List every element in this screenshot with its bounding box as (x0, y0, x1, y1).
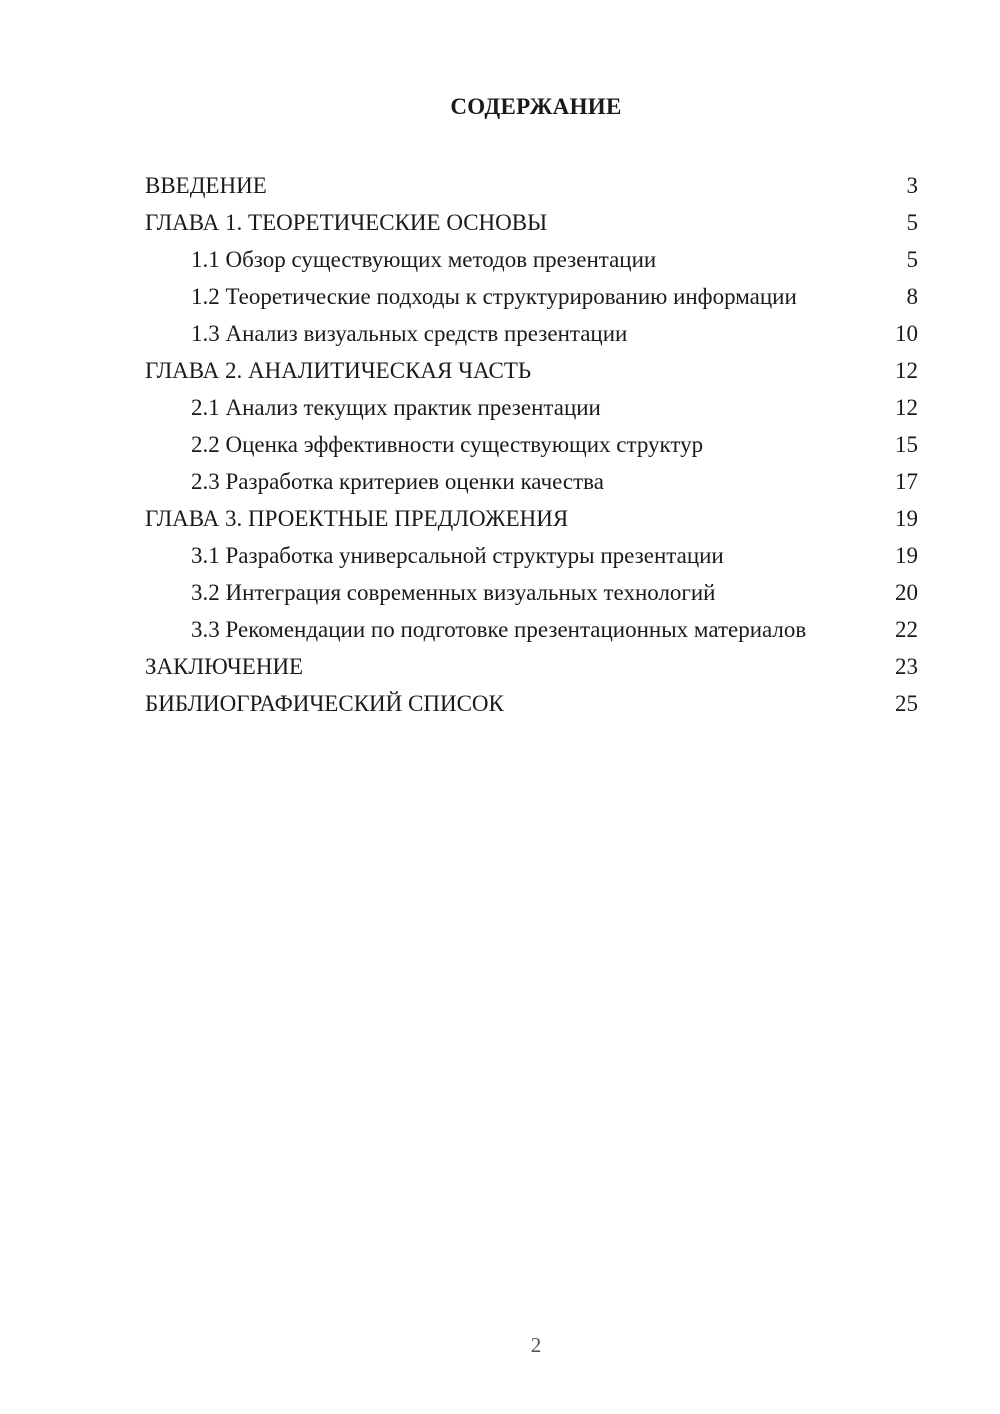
toc-entry-page: 12 (895, 395, 918, 420)
toc-entry-page: 5 (906, 210, 918, 235)
toc-entry-chapter-3 (145, 501, 918, 538)
toc-entry-section-1-3 (145, 316, 918, 353)
toc-entry-section-3-1 (145, 538, 918, 575)
toc-entry-text: ГЛАВА 1. ТЕОРЕТИЧЕСКИЕ ОСНОВЫ (145, 210, 548, 235)
toc-entry-chapter-1 (145, 205, 918, 242)
toc-entry-page: 19 (895, 543, 918, 568)
toc-entry-page: 17 (895, 469, 918, 494)
toc-entry-page: 10 (895, 321, 918, 346)
toc-entry-text: 3.3 Рекомендации по подготовке презентационных материалов (191, 617, 807, 642)
toc-entry-page: 5 (906, 247, 918, 272)
toc-entry-text: ВВЕДЕНИЕ (145, 173, 267, 198)
page-number: 2 (530, 1333, 542, 1357)
toc-entry-text: 1.2 Теоретические подходы к структурированию информации (191, 284, 797, 309)
toc-entry-text: ЗАКЛЮЧЕНИЕ (145, 654, 304, 679)
toc-entry-page: 19 (895, 506, 918, 531)
toc-entry-text: 2.1 Анализ текущих практик презентации (191, 395, 601, 420)
toc-entry-section-3-2 (145, 575, 918, 612)
toc-entry-text: 1.1 Обзор существующих методов презентации (191, 247, 657, 272)
toc-entry-page: 20 (895, 580, 918, 605)
toc-entry-text: 3.2 Интеграция современных визуальных технологий (191, 580, 716, 605)
toc-entry-text: ГЛАВА 2. АНАЛИТИЧЕСКАЯ ЧАСТЬ (145, 358, 532, 383)
toc-title: СОДЕРЖАНИЕ (450, 94, 622, 119)
toc-entry-page: 22 (895, 617, 918, 642)
toc-entry-section-1-2 (145, 279, 918, 316)
toc-entry-page: 25 (895, 691, 918, 716)
toc-entry-page: 8 (906, 284, 918, 309)
table-of-contents (145, 168, 918, 723)
toc-entry-page: 23 (895, 654, 918, 679)
toc-entry-chapter-2 (145, 353, 918, 390)
toc-entry-text: БИБЛИОГРАФИЧЕСКИЙ СПИСОК (145, 691, 504, 716)
toc-entry-page: 3 (906, 173, 918, 198)
toc-entry-section-2-3 (145, 464, 918, 501)
toc-entry-section-3-3 (145, 612, 918, 649)
toc-entry-section-2-1 (145, 390, 918, 427)
toc-entry-text: 1.3 Анализ визуальных средств презентации (191, 321, 628, 346)
toc-entry-text: 3.1 Разработка универсальной структуры презентации (191, 543, 724, 568)
toc-entry-text: 2.3 Разработка критериев оценки качества (191, 469, 604, 494)
toc-entry-text: ГЛАВА 3. ПРОЕКТНЫЕ ПРЕДЛОЖЕНИЯ (145, 506, 569, 531)
toc-entry-bibliography (145, 686, 918, 723)
toc-entry-section-2-2 (145, 427, 918, 464)
toc-entry-page: 12 (895, 358, 918, 383)
toc-entry-section-1-1 (145, 242, 918, 279)
toc-entry-text: 2.2 Оценка эффективности существующих структур (191, 432, 704, 457)
toc-entry-page: 15 (895, 432, 918, 457)
toc-entry-introduction (145, 168, 918, 205)
toc-entry-conclusion (145, 649, 918, 686)
